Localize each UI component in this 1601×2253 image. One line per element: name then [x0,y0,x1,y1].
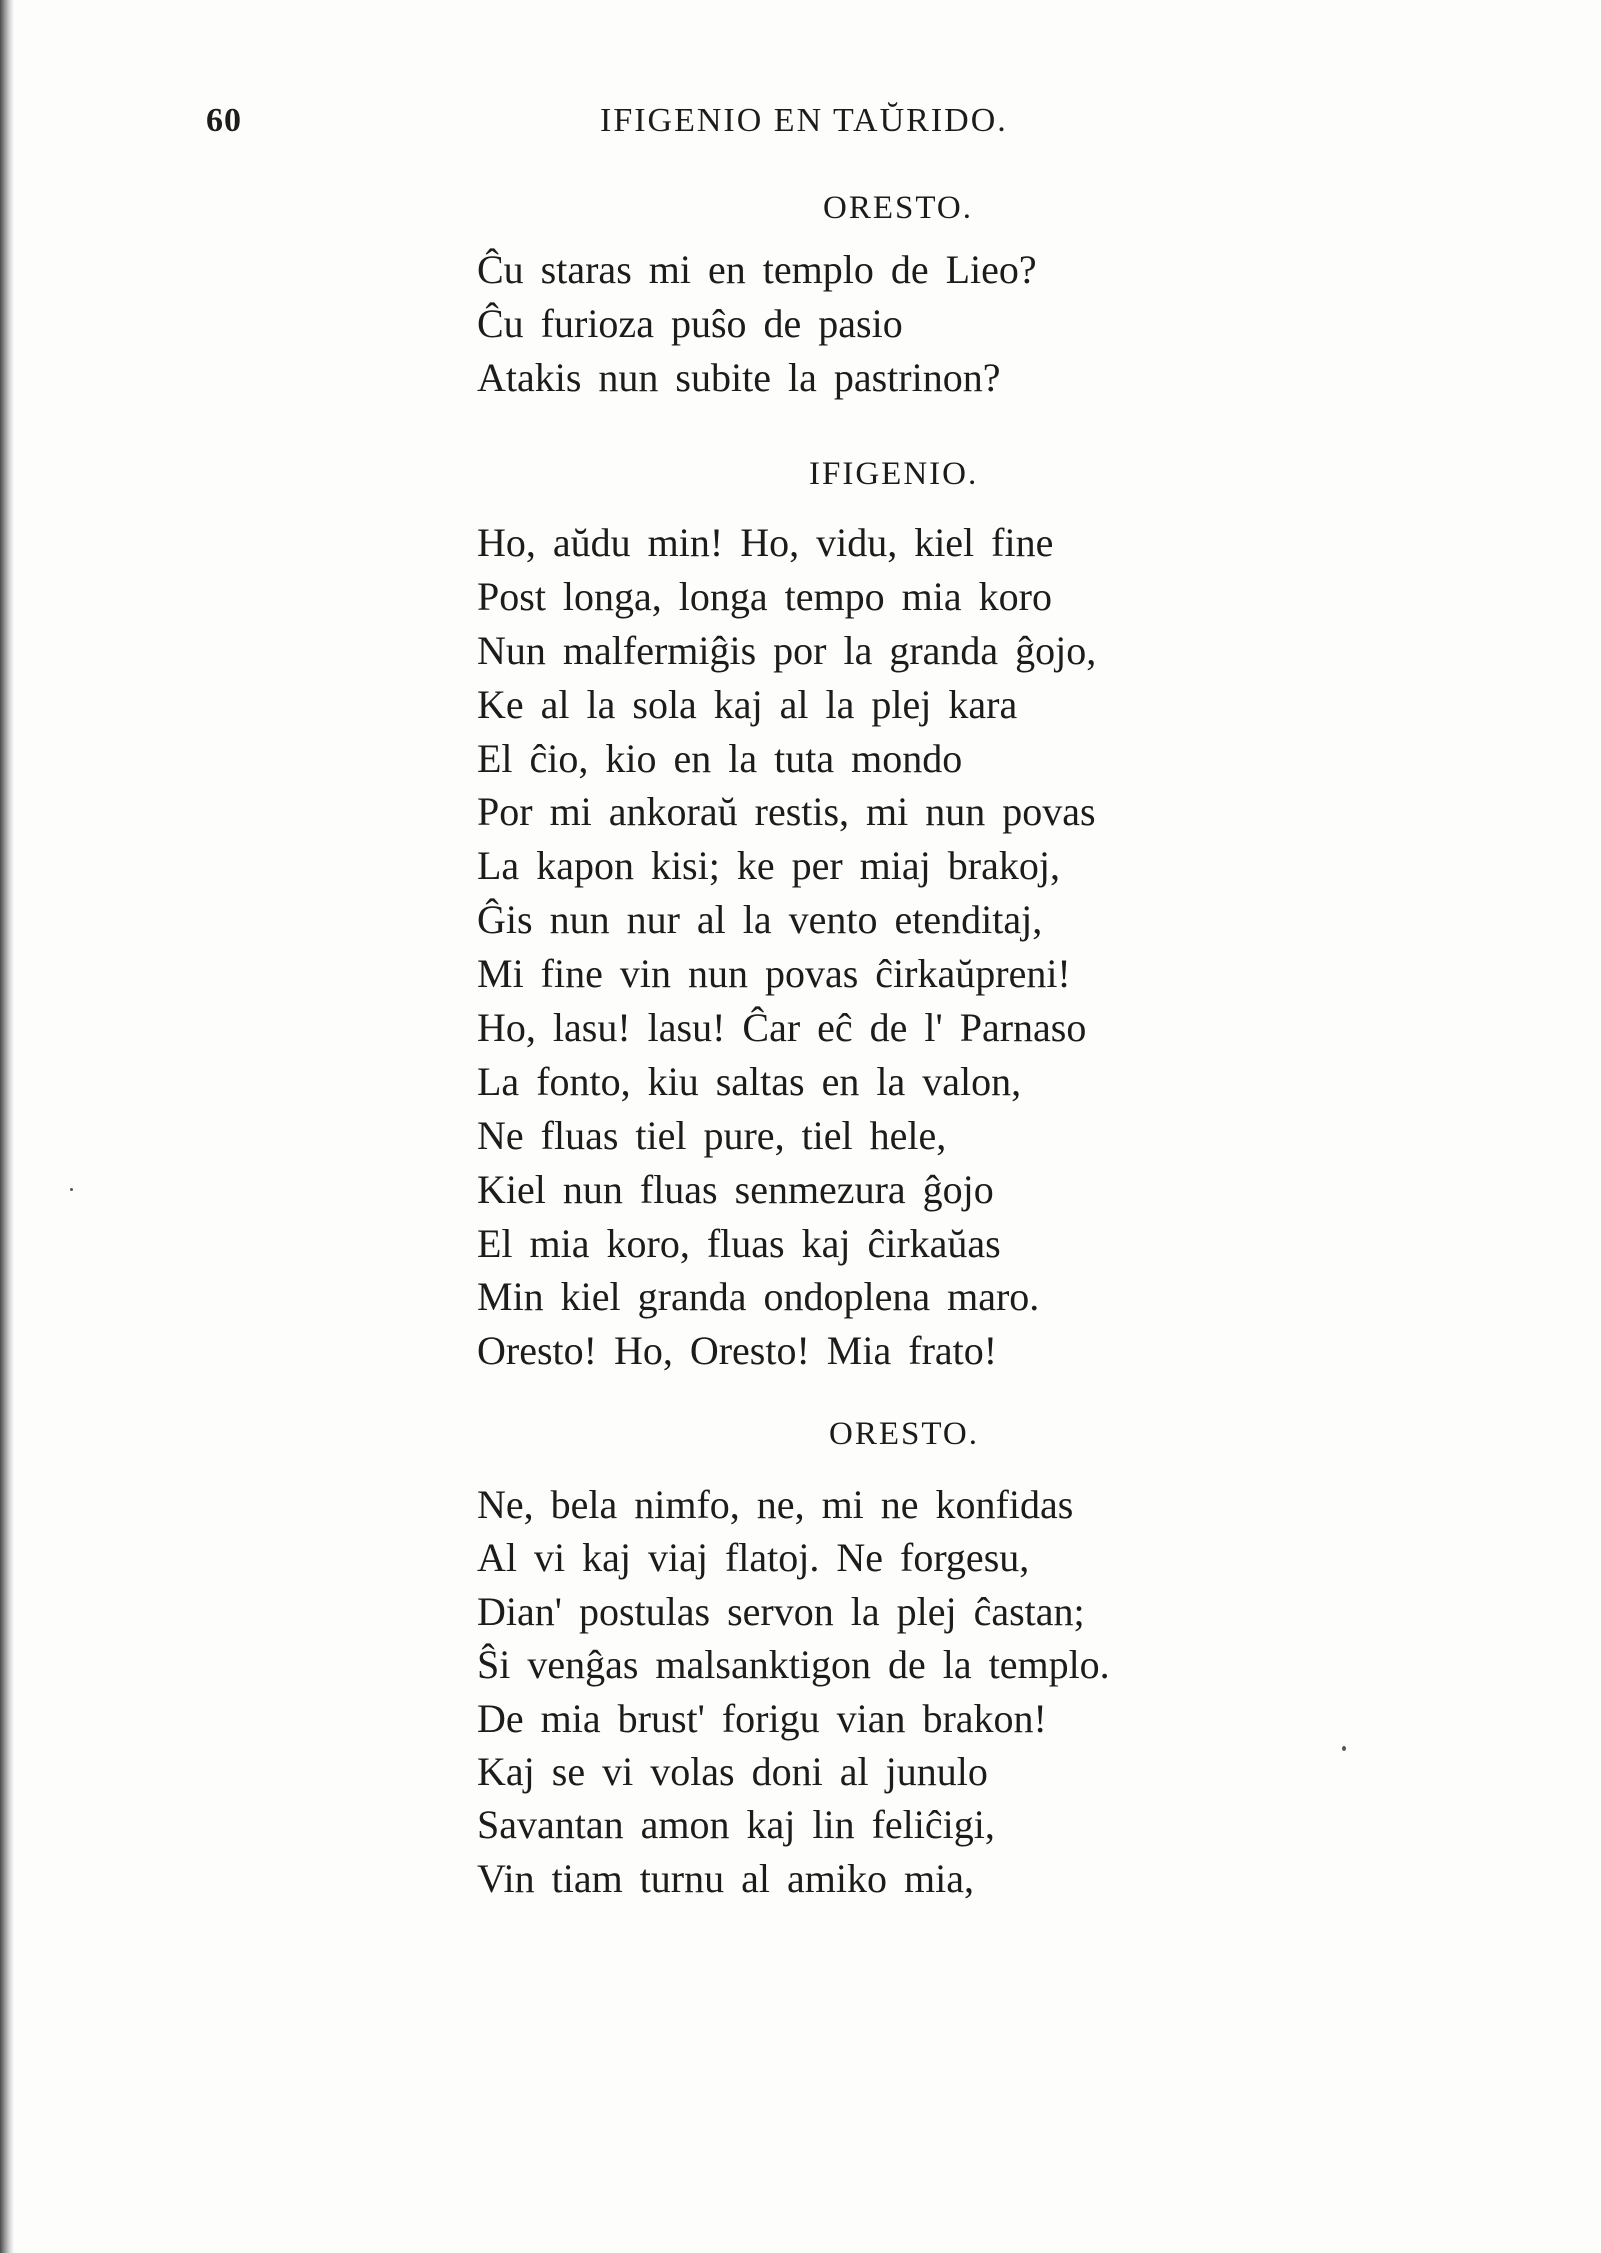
verse-line: Ŝi venĝas malsanktigon de la templo. [477,1642,1110,1688]
verse-line: Oresto! Ho, Oresto! Mia frato! [477,1328,998,1374]
verse-line: Nun malfermiĝis por la granda ĝojo, [477,627,1097,673]
verse-line: El ĉio, kio en la tuta mondo [477,735,963,781]
verse-line: Ne fluas tiel pure, tiel hele, [477,1112,947,1158]
verse-line: Al vi kaj viaj flatoj. Ne forgesu, [477,1535,1030,1581]
verse-line: Ĉu furioza puŝo de pasio [477,301,903,346]
verse-line: Ĝis nun nur al la vento etenditaj, [477,897,1043,943]
verse-line: Atakis nun subite la pastrinon? [477,355,1001,400]
verse-line: Ne, bela nimfo, ne, mi ne konfidas [477,1482,1074,1527]
speaker-name: ORESTO. [829,1416,979,1452]
verse-line: Ho, aŭdu min! Ho, vidu, kiel fine [477,520,1054,565]
verse-line: Savantan amon kaj lin feliĉigi, [477,1802,995,1848]
verse-block [477,243,1037,405]
page-header [0,96,1601,156]
verse-line: El mia koro, fluas kaj ĉirkaŭas [477,1220,1001,1266]
verse-line: Ĉu staras mi en templo de Lieo? [477,247,1037,292]
speaker-name: ORESTO. [823,190,973,226]
verse-line: Kiel nun fluas senmezura ĝojo [477,1166,994,1212]
verse-line: Vin tiam turnu al amiko mia, [477,1855,974,1901]
verse-block [477,516,1096,1378]
speaker-name: IFIGENIO. [809,456,979,492]
verse-line: La fonto, kiu saltas en la valon, [477,1058,1022,1104]
page-number: 60 [206,102,242,139]
verse-line: Dian' postulas servon la plej ĉastan; [477,1588,1085,1634]
verse-block [477,1478,1110,1905]
verse-line: Mi fine vin nun povas ĉirkaŭpreni! [477,951,1071,997]
verse-line: Min kiel granda ondoplena maro. [477,1274,1040,1320]
verse-line: Ho, lasu! lasu! Ĉar eĉ de l' Parnaso [477,1005,1087,1051]
scan-speck [70,1188,73,1191]
verse-line: Post longa, longa tempo mia koro [477,573,1052,619]
running-title: IFIGENIO EN TAŬRIDO. [600,102,1008,139]
verse-line: Ke al la sola kaj al la plej kara [477,681,1018,727]
book-spine-edge [0,0,14,2253]
verse-line: De mia brust' forigu vian brakon! [477,1695,1047,1741]
scan-speck [1342,1746,1346,1751]
verse-line: La kapon kisi; ke per miaj brakoj, [477,843,1060,889]
verse-line: Por mi ankoraŭ restis, mi nun povas [477,789,1096,835]
verse-line: Kaj se vi volas doni al junulo [477,1748,988,1794]
